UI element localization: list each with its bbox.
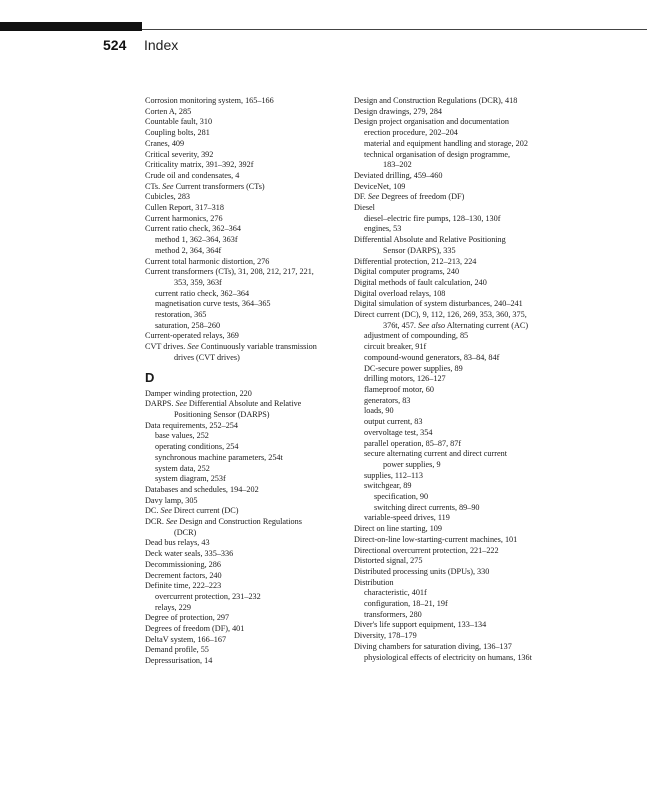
index-subentry: characteristic, 401f [364, 588, 427, 598]
index-entry: Distorted signal, 275 [354, 556, 423, 566]
index-entry: Diving chambers for saturation diving, 136–137 [354, 641, 512, 651]
header-rule [142, 29, 647, 30]
index-subentry: relays, 229 [155, 602, 191, 612]
index-subentry: engines, 53 [364, 224, 402, 234]
index-entry: Differential protection, 212–213, 224 [354, 256, 477, 266]
index-subentry: circuit breaker, 91f [364, 342, 427, 352]
index-entry: Depressurisation, 14 [145, 656, 213, 666]
index-entry: CVT drives. See Continuously variable transmission [145, 342, 317, 352]
index-subentry: restoration, 365 [155, 310, 207, 320]
index-entry: Direct on line starting, 109 [354, 524, 442, 534]
index-subentry: overvoltage test, 354 [364, 427, 433, 437]
index-entry-continuation: 183–202 [383, 160, 412, 170]
index-entry: Countable fault, 310 [145, 117, 213, 127]
index-entry: Critical severity, 392 [145, 149, 214, 159]
index-column-right [354, 96, 556, 663]
index-subentry: compound-wound generators, 83–84, 84f [364, 352, 500, 362]
index-entry: Distributed processing units (DPUs), 330 [354, 566, 490, 576]
index-entry: Direct current (DC), 9, 112, 126, 269, 353, 360, 375, [354, 310, 527, 320]
index-entry: Corten A, 285 [145, 106, 192, 116]
index-entry-continuation: power supplies, 9 [383, 459, 441, 469]
index-entry: Decommissioning, 286 [145, 559, 221, 569]
index-subentry: drilling motors, 126–127 [364, 374, 446, 384]
index-entry-continuation: 376t, 457. See also Alternating current (AC) [383, 320, 529, 330]
index-entry: Digital methods of fault calculation, 240 [354, 277, 487, 287]
index-entry: DF. See Degrees of freedom (DF) [354, 192, 465, 202]
index-subentry: switching direct currents, 89–90 [374, 502, 480, 512]
index-entry-continuation: (DCR) [174, 527, 197, 537]
index-entry: DC. See Direct current (DC) [145, 506, 239, 516]
index-entry: Current total harmonic distortion, 276 [145, 256, 270, 266]
index-subentry: secure alternating current and direct current [364, 449, 507, 459]
index-subentry: flameproof motor, 60 [364, 384, 434, 394]
index-entry-continuation: Sensor (DARPS), 335 [383, 245, 456, 255]
index-entries-d-continued [354, 96, 556, 663]
index-entry: Degrees of freedom (DF), 401 [145, 624, 245, 634]
index-entry: Differential Absolute and Relative Positioning [354, 235, 506, 245]
index-subentry: configuration, 18–21, 19f [364, 599, 448, 609]
index-entry: Design project organisation and documentation [354, 117, 509, 127]
index-column-left [145, 96, 343, 667]
index-entries-c [145, 96, 343, 364]
index-entry: Data requirements, 252–254 [145, 420, 238, 430]
index-entry: Decrement factors, 240 [145, 570, 222, 580]
index-subentry: variable-speed drives, 119 [364, 513, 450, 523]
index-entry: DeviceNet, 109 [354, 181, 406, 191]
index-entry: Deviated drilling, 459–460 [354, 170, 443, 180]
index-entry: DCR. See Design and Construction Regulations [145, 517, 302, 527]
index-entry-continuation: 353, 359, 363f [174, 277, 222, 287]
index-entry: Directional overcurrent protection, 221–222 [354, 545, 499, 555]
index-subentry: transformers, 280 [364, 609, 422, 619]
index-subentry: supplies, 112–113 [364, 470, 423, 480]
index-subentry: current ratio check, 362–364 [155, 288, 250, 298]
index-subentry: method 1, 362–364, 363f [155, 235, 238, 245]
index-subentry: overcurrent protection, 231–232 [155, 591, 261, 601]
index-entry: Digital overload relays, 108 [354, 288, 446, 298]
index-subentry: physiological effects of electricity on humans, 136t [364, 652, 532, 662]
index-entries-d [145, 389, 343, 667]
index-subentry: method 2, 364, 364f [155, 245, 222, 255]
index-subentry: parallel operation, 85–87, 87f [364, 438, 462, 448]
index-subentry: specification, 90 [374, 492, 429, 502]
index-entry: Design and Construction Regulations (DCR), 418 [354, 96, 518, 105]
index-entry: Crude oil and condensates, 4 [145, 170, 240, 180]
index-entry: Cubicles, 283 [145, 192, 191, 202]
index-entry: Databases and schedules, 194–202 [145, 484, 259, 494]
index-entry: Current transformers (CTs), 31, 208, 212, 217, 221, [145, 267, 314, 277]
index-entry: Degree of protection, 297 [145, 613, 230, 623]
index-subentry: adjustment of compounding, 85 [364, 331, 469, 341]
index-entry: Criticality matrix, 391–392, 392f [145, 160, 254, 170]
index-entry: Current ratio check, 362–364 [145, 224, 241, 234]
index-subentry: system data, 252 [155, 463, 210, 473]
index-entry: Corrosion monitoring system, 165–166 [145, 96, 274, 105]
index-subentry: switchgear, 89 [364, 481, 412, 491]
index-entry: Current harmonics, 276 [145, 213, 223, 223]
index-entry: Diversity, 178–179 [354, 631, 417, 641]
page-number: 524 [103, 37, 127, 53]
index-subentry: magnetisation curve tests, 364–365 [155, 299, 271, 309]
index-subentry: material and equipment handling and storage, 202 [364, 138, 528, 148]
index-subentry: operating conditions, 254 [155, 442, 239, 452]
index-entry: Demand profile, 55 [145, 645, 209, 655]
section-letter-d: D [145, 369, 155, 385]
index-subentry: synchronous machine parameters, 254t [155, 452, 283, 462]
index-entry: Direct-on-line low-starting-current machines, 101 [354, 534, 518, 544]
index-entry: CTs. See Current transformers (CTs) [145, 181, 265, 191]
index-entry: Distribution [354, 577, 394, 587]
index-subentry: base values, 252 [155, 431, 209, 441]
index-entry: Diver's life support equipment, 133–134 [354, 620, 487, 630]
index-subentry: output current, 83 [364, 417, 423, 427]
index-entry: Digital computer programs, 240 [354, 267, 460, 277]
header-bar [0, 22, 142, 31]
index-subentry: erection procedure, 202–204 [364, 128, 458, 138]
index-entry: Dead bus relays, 43 [145, 538, 210, 548]
index-entry: Deck water seals, 335–336 [145, 549, 234, 559]
index-entry: Digital simulation of system disturbances, 240–241 [354, 299, 523, 309]
index-entry: Cullen Report, 317–318 [145, 203, 224, 213]
index-entry: Definite time, 222–223 [145, 581, 222, 591]
index-subentry: DC-secure power supplies, 89 [364, 363, 463, 373]
running-head: Index [144, 37, 179, 53]
index-subentry: generators, 83 [364, 395, 411, 405]
index-entry: DeltaV system, 166–167 [145, 634, 227, 644]
index-entry-continuation: drives (CVT drives) [174, 352, 240, 362]
index-entry: Diesel [354, 203, 375, 213]
index-entry: Damper winding protection, 220 [145, 388, 252, 398]
index-entry: Davy lamp, 305 [145, 495, 198, 505]
index-entry: Cranes, 409 [145, 138, 185, 148]
index-subentry: system diagram, 253f [155, 474, 226, 484]
index-entry: DARPS. See Differential Absolute and Relative [145, 399, 302, 409]
index-entry: Design drawings, 279, 284 [354, 106, 443, 116]
index-subentry: diesel–electric fire pumps, 128–130, 130f [364, 213, 501, 223]
index-subentry: saturation, 258–260 [155, 320, 221, 330]
index-subentry: technical organisation of design programme, [364, 149, 511, 159]
index-entry: Current-operated relays, 369 [145, 331, 239, 341]
index-subentry: loads, 90 [364, 406, 394, 416]
index-entry: Coupling bolts, 281 [145, 128, 210, 138]
index-entry-continuation: Positioning Sensor (DARPS) [174, 409, 270, 419]
